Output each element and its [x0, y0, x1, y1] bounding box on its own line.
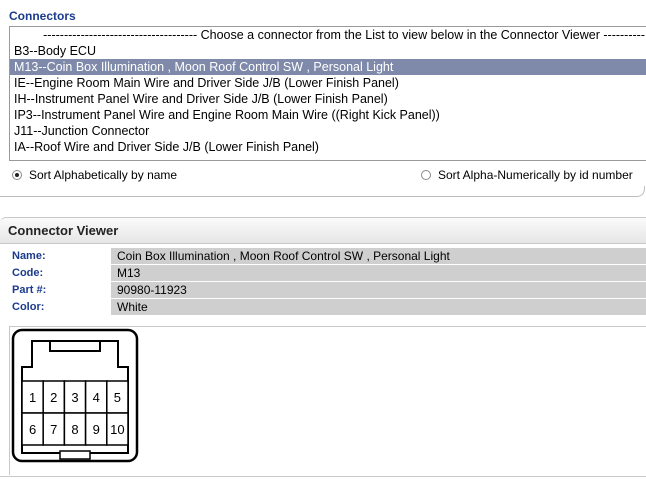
list-item-ia[interactable]: IA--Roof Wire and Driver Side J/B (Lower Finish Panel) — [14, 140, 319, 154]
connectors-panel-border — [0, 186, 645, 197]
info-row-part — [9, 282, 646, 299]
list-item-m13[interactable]: M13--Coin Box Illumination , Moon Roof Control SW , Personal Light — [10, 59, 646, 75]
list-item-b3[interactable]: B3--Body ECU — [14, 44, 96, 58]
pin-label: 5 — [113, 390, 122, 405]
pin-label: 6 — [28, 422, 37, 437]
pin-label: 3 — [71, 390, 79, 405]
connector-info-table — [9, 248, 646, 316]
bottom-divider — [0, 476, 646, 477]
pin-label: 7 — [50, 422, 58, 437]
sort-alpha-radio[interactable] — [12, 170, 22, 180]
connector-listbox[interactable] — [9, 26, 646, 161]
sort-numeric-label: Sort Alpha-Numerically by id number — [438, 168, 633, 182]
connector-key — [60, 451, 90, 459]
code-label: Code: — [12, 267, 44, 279]
pin-label: 4 — [92, 390, 100, 405]
part-label: Part #: — [12, 284, 47, 296]
list-header-item[interactable]: ------------------------------------- Choose a connector from the List to view below in the Connector Viewer ---------- — [43, 28, 645, 42]
list-item-ie[interactable]: IE--Engine Room Main Wire and Driver Side J/B (Lower Finish Panel) — [14, 76, 399, 90]
pin-label: 10 — [110, 422, 125, 437]
connector-diagram — [10, 327, 150, 472]
viewer-header — [0, 217, 646, 244]
color-label: Color: — [12, 301, 45, 313]
sort-alpha-option[interactable] — [12, 166, 177, 184]
connector-diagram-frame — [9, 326, 646, 475]
info-row-code — [9, 265, 646, 282]
connectors-section-title: Connectors — [9, 9, 76, 23]
color-value: White — [111, 299, 646, 316]
list-item-ip3[interactable]: IP3--Instrument Panel Wire and Engine Room Main Wire ((Right Kick Panel)) — [14, 108, 440, 122]
list-item-ih[interactable]: IH--Instrument Panel Wire and Driver Side J/B (Lower Finish Panel) — [14, 92, 388, 106]
part-value: 90980-11923 — [111, 282, 646, 299]
list-item-j11[interactable]: J11--Junction Connector — [14, 124, 150, 138]
sort-alpha-label: Sort Alphabetically by name — [29, 168, 178, 182]
sort-numeric-radio[interactable] — [421, 170, 431, 180]
name-value: Coin Box Illumination , Moon Roof Control SW , Personal Light — [111, 248, 646, 265]
code-value: M13 — [111, 265, 646, 282]
sort-numeric-option[interactable] — [421, 166, 633, 184]
pin-label: 9 — [92, 422, 100, 437]
name-label: Name: — [12, 250, 46, 262]
viewer-title: Connector Viewer — [8, 223, 119, 238]
info-row-name — [9, 248, 646, 265]
info-row-color — [9, 299, 646, 316]
pin-label: 1 — [28, 390, 37, 405]
pin-label: 8 — [71, 422, 79, 437]
pin-label: 2 — [50, 390, 58, 405]
